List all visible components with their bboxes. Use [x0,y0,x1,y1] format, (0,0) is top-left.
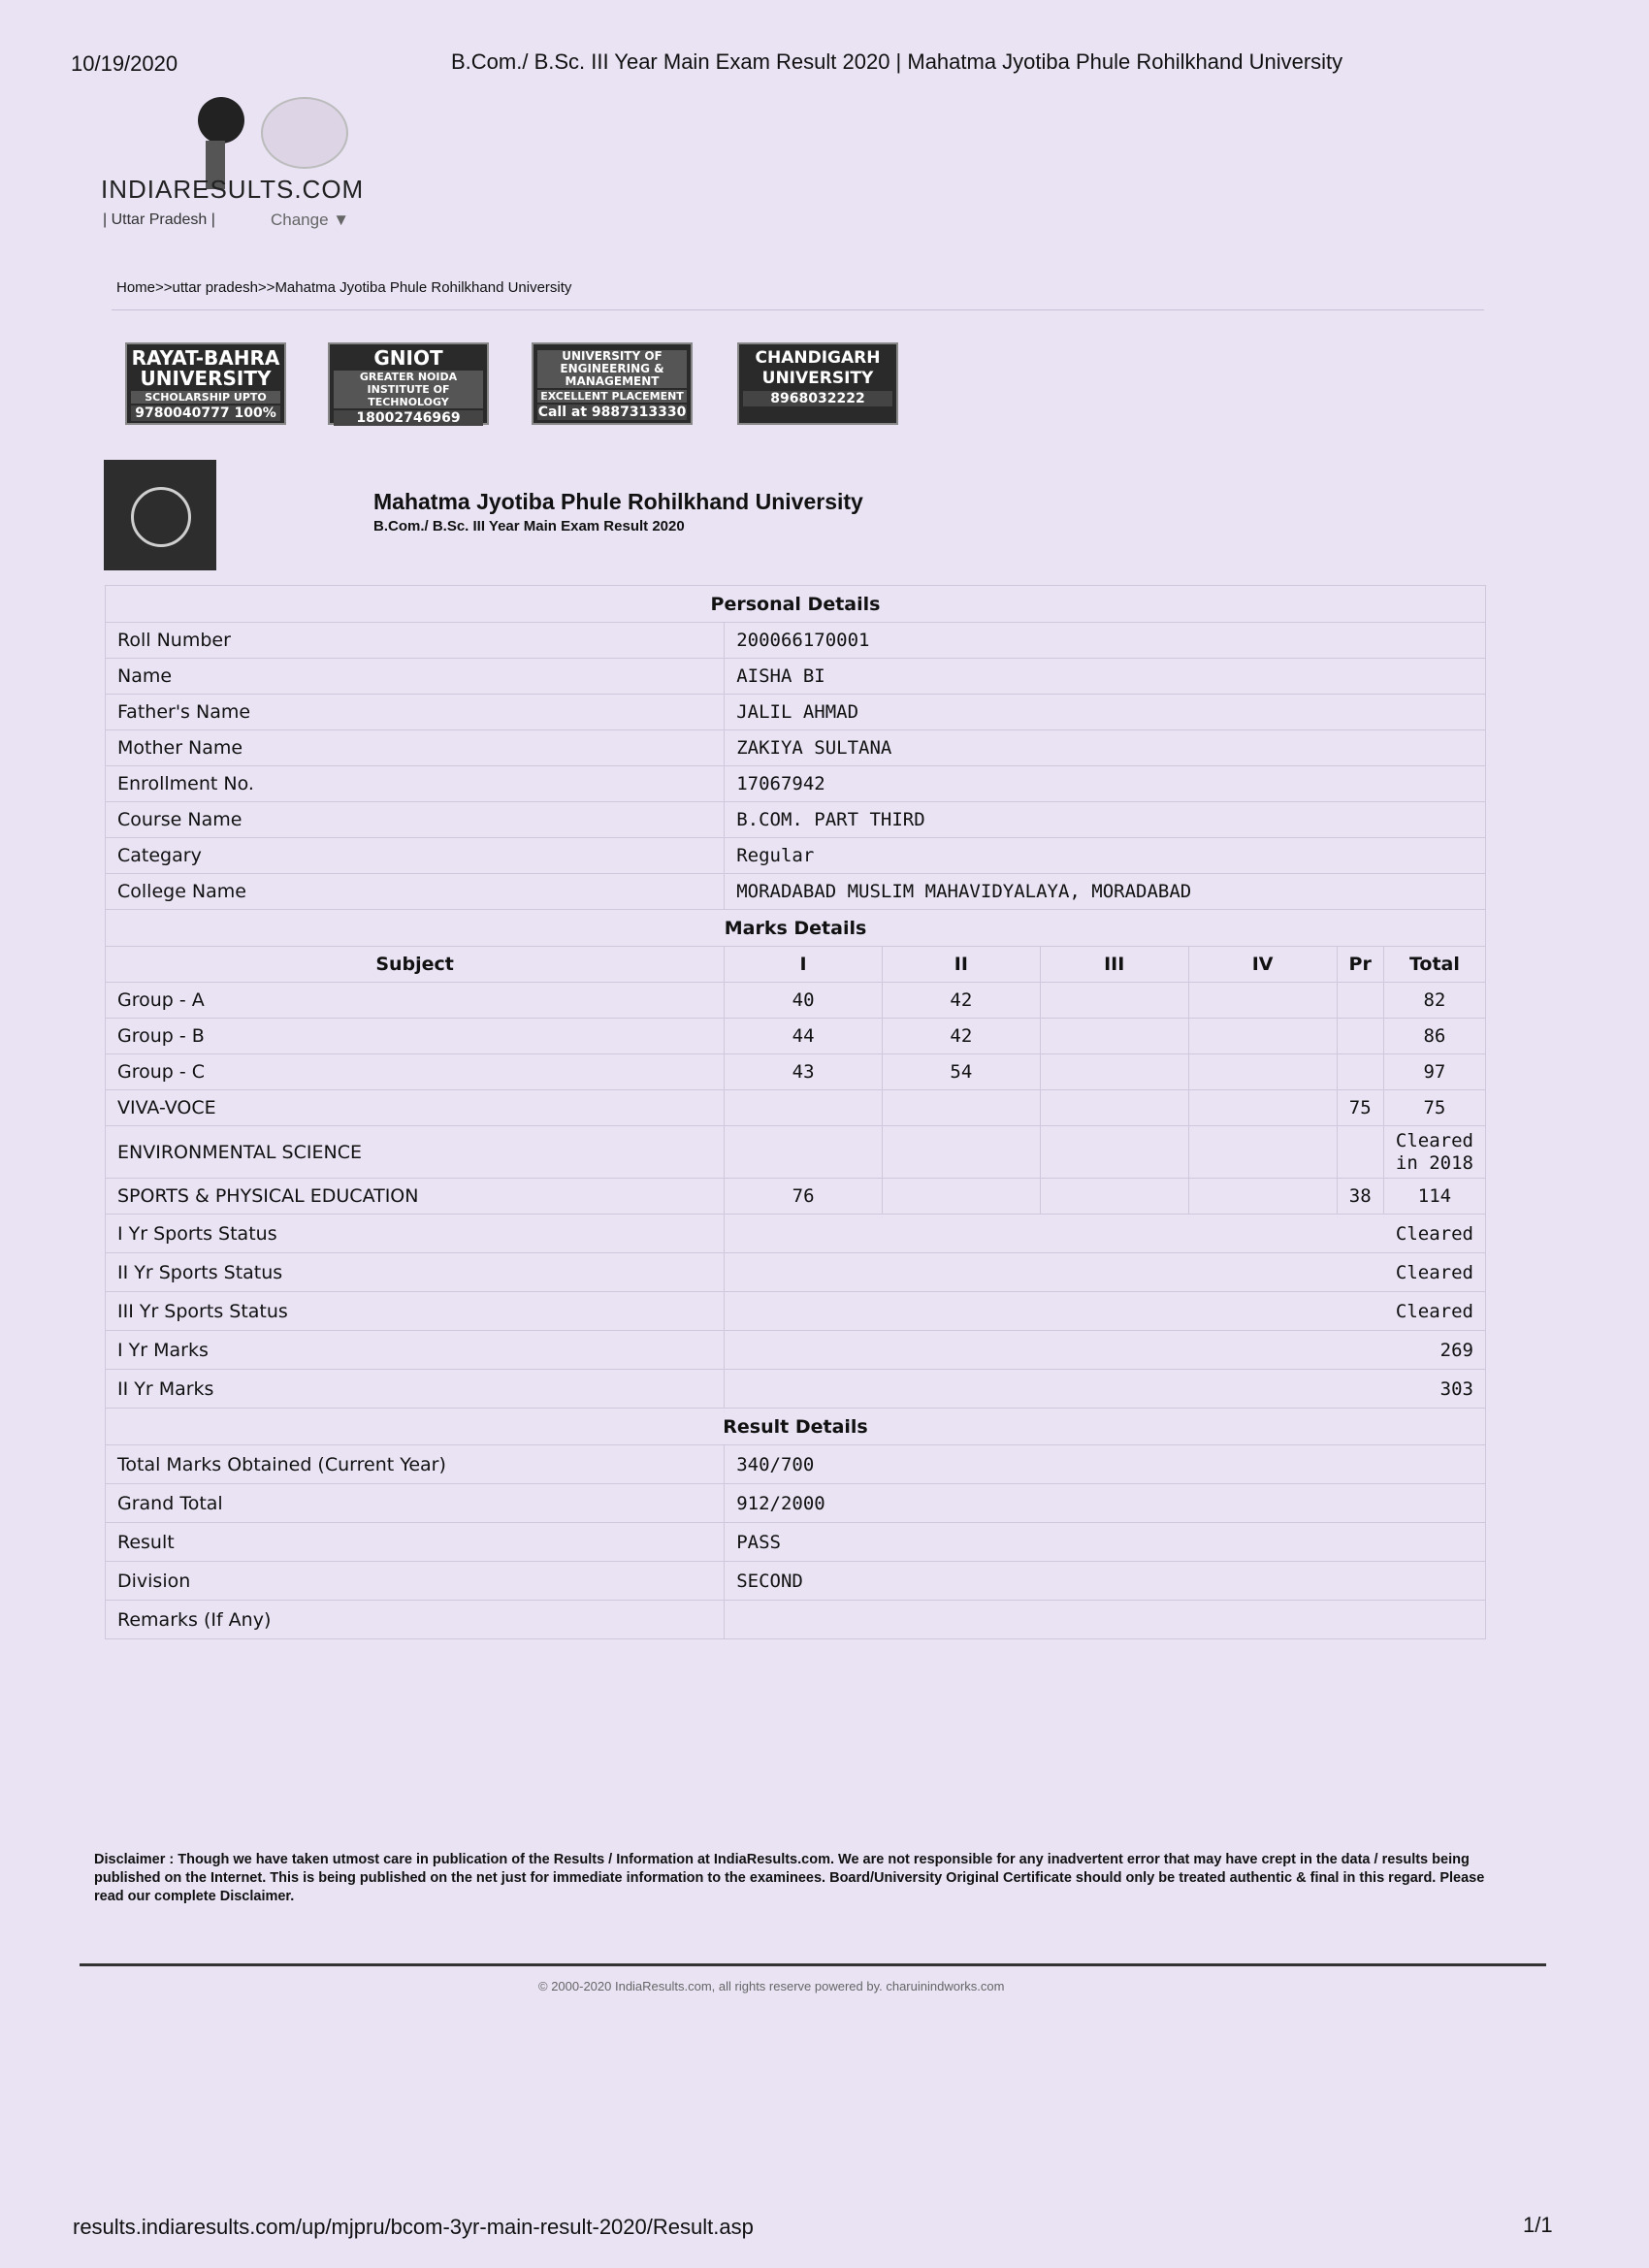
table-row: Remarks (If Any) [106,1601,1486,1639]
disclaimer-text: Disclaimer : Though we have taken utmost care in publication of the Results / Information at IndiaResults.com. We are not responsible for any inadvertent error that may have crept in the data / results being published on the Internet. This is being published on the net just for immediate information to the examinees. Board/University Original Certificate should only be treated authentic & final in this regard. Please read our complete Disclaimer. [94,1852,1485,1904]
footer-divider [80,1963,1546,1966]
table-row: College Name MORADABAD MUSLIM MAHAVIDYALAYA, MORADABAD [106,874,1486,910]
table-row: Group - A 40 42 82 [106,983,1486,1019]
page-number: 1/1 [1523,2213,1553,2237]
table-row: VIVA-VOCE 75 75 [106,1090,1486,1126]
ad-rayat-bahra[interactable]: RAYAT-BAHRA UNIVERSITY SCHOLARSHIP UPTO 9780040777 100% [125,342,286,425]
table-row: ENVIRONMENTAL SCIENCE Cleared in 2018 [106,1126,1486,1179]
table-row: Roll Number 200066170001 [106,623,1486,659]
table-row: Name AISHA BI [106,659,1486,695]
marks-details-heading: Marks Details [106,910,1486,947]
result-details-heading: Result Details [106,1409,1486,1445]
ad-chandigarh-university[interactable]: CHANDIGARH UNIVERSITY 8968032222 [737,342,898,425]
state-label: | Uttar Pradesh | [103,211,215,228]
breadcrumb[interactable]: Home>>uttar pradesh>>Mahatma Jyotiba Phule Rohilkhand University [116,279,572,296]
ad-uem[interactable]: UNIVERSITY OF ENGINEERING & MANAGEMENT EXCELLENT PLACEMENT Call at 9887313330 [532,342,693,425]
table-row: Father's Name JALIL AHMAD [106,695,1486,730]
university-emblem [104,460,216,570]
table-row: Categary Regular [106,838,1486,874]
divider [112,309,1484,310]
change-state-link[interactable]: Change ▼ [271,211,350,229]
result-subtitle: B.Com./ B.Sc. III Year Main Exam Result 2020 [373,518,685,535]
table-row: Total Marks Obtained (Current Year) 340/700 [106,1445,1486,1484]
print-url: results.indiaresults.com/up/mjpru/bcom-3yr-main-result-2020/Result.asp [73,2215,754,2239]
table-row: Enrollment No. 17067942 [106,766,1486,802]
table-row: III Yr Sports Status Cleared [106,1292,1486,1331]
print-date: 10/19/2020 [71,51,178,76]
table-row: Division SECOND [106,1562,1486,1601]
table-row: Course Name B.COM. PART THIRD [106,802,1486,838]
state-map-icon [261,97,348,169]
university-name: Mahatma Jyotiba Phule Rohilkhand University [373,489,863,514]
table-row: Mother Name ZAKIYA SULTANA [106,730,1486,766]
table-row: Group - C 43 54 97 [106,1054,1486,1090]
table-row: Group - B 44 42 86 [106,1019,1486,1054]
site-logo[interactable] [101,97,363,243]
logo-text: INDIARESULTS.COM [101,175,365,204]
table-row: Grand Total 912/2000 [106,1484,1486,1523]
table-row: Result PASS [106,1523,1486,1562]
marks-header-row: Subject I II III IV Pr Total [106,947,1486,983]
personal-details-heading: Personal Details [106,586,1486,623]
result-table [105,585,1486,1639]
table-row: I Yr Sports Status Cleared [106,1215,1486,1253]
table-row: II Yr Marks 303 [106,1370,1486,1409]
emblem-wheel-icon [131,487,191,547]
table-row: SPORTS & PHYSICAL EDUCATION 76 38 114 [106,1179,1486,1215]
print-title: B.Com./ B.Sc. III Year Main Exam Result 2020 | Mahatma Jyotiba Phule Rohilkhand University [451,49,1343,74]
table-row: I Yr Marks 269 [106,1331,1486,1370]
ad-gniot[interactable]: GNIOT GREATER NOIDA INSTITUTE OF TECHNOLOGY 18002746969 [328,342,489,425]
table-row: II Yr Sports Status Cleared [106,1253,1486,1292]
logo-i-icon [198,97,244,144]
copyright-text: © 2000-2020 IndiaResults.com, all rights reserve powered by. charuinindworks.com [538,1979,1005,1993]
